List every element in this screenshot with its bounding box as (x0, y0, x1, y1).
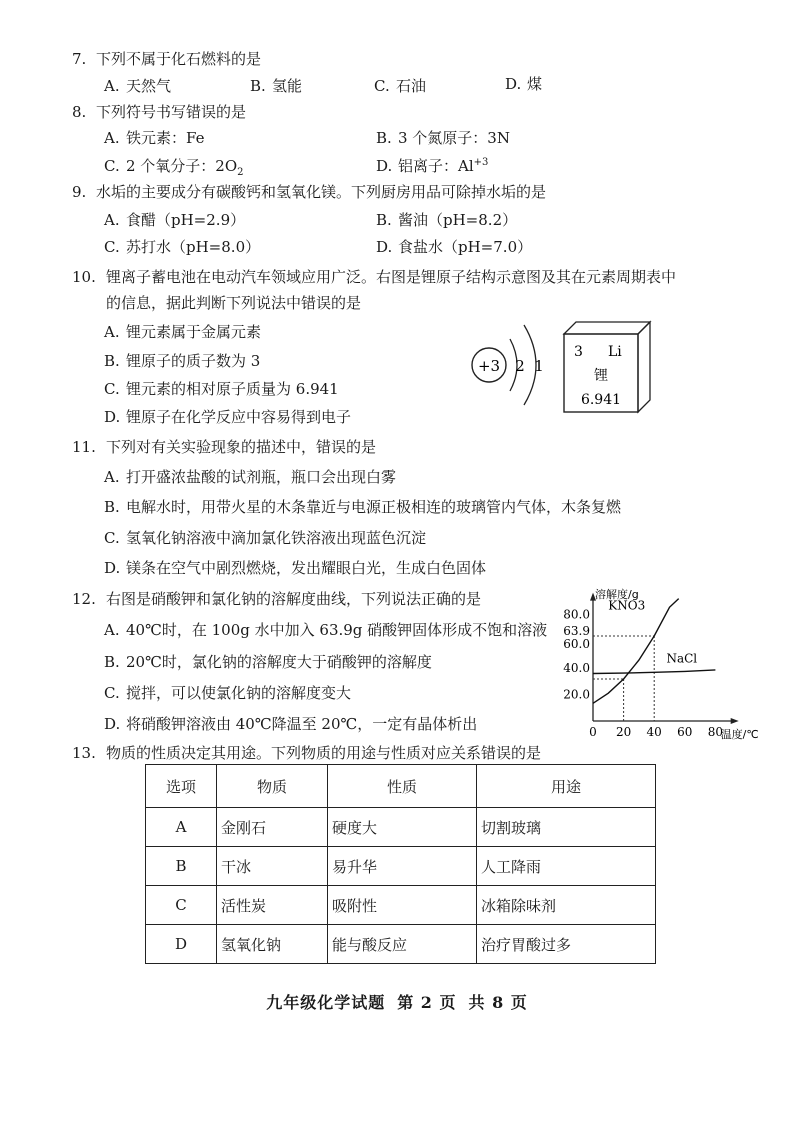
x-axis-title: 温度/℃ (720, 728, 759, 741)
q10-option-c: C. 锂元素的相对原子质量为 6.941 (104, 380, 339, 398)
y-tick-label: 80.0 (563, 607, 590, 622)
header-option: 选项 (146, 765, 217, 808)
question-13-stem: 13. 物质的性质决定其用途。下列物质的用途与性质对应关系错误的是 (72, 744, 542, 762)
page-footer (0, 990, 794, 1013)
cell-side-face (638, 322, 650, 412)
y-tick-label: 60.0 (563, 637, 590, 652)
table-row: D 氢氧化钠 能与酸反应 治疗胃酸过多 (146, 925, 656, 964)
q12-option-c: C. 搅拌，可以使氯化钠的溶解度变大 (104, 684, 352, 702)
atomic-number: 3 (574, 344, 583, 360)
q9-option-b: B. 酱油（pH=8.2） (376, 211, 518, 229)
q11-option-c: C. 氢氧化钠溶液中滴加氯化铁溶液出现蓝色沉淀 (104, 529, 427, 547)
x-axis-arrow (731, 718, 739, 724)
q9-option-a: A. 食醋（pH=2.9） (104, 211, 246, 229)
header-use: 用途 (477, 765, 656, 808)
nucleus-charge: +3 (477, 357, 501, 375)
q8-option-b: B. 3 个氮原子：3N (376, 129, 510, 147)
q7-option-a: A. 天然气 (104, 77, 172, 95)
element-symbol: Li (608, 344, 622, 360)
q12-option-b: B. 20℃时，氯化钠的溶解度大于硝酸钾的溶解度 (104, 653, 432, 671)
footer-total: 共 8 页 (468, 993, 528, 1012)
x-tick-label: 20 (615, 725, 632, 739)
x-tick-label: 0 (589, 725, 597, 739)
y-axis-title: 溶解度/g (595, 588, 639, 601)
question-11-stem: 11. 下列对有关实验现象的描述中，错误的是 (72, 438, 377, 456)
cell-top-face (564, 322, 650, 334)
atomic-mass: 6.941 (580, 392, 622, 408)
q7-option-d: D. 煤 (505, 75, 543, 93)
question-7-stem: 7. 下列不属于化石燃料的是 (72, 50, 262, 68)
q7-option-c: C. 石油 (374, 77, 427, 95)
question-12-stem: 12. 右图是硝酸钾和氯化钠的溶解度曲线，下列说法正确的是 (72, 590, 482, 608)
q12-option-a: A. 40℃时，在 100g 水中加入 63.9g 硝酸钾固体形成不饱和溶液 (104, 621, 548, 639)
q11-option-a: A. 打开盛浓盐酸的试剂瓶，瓶口会出现白雾 (104, 468, 397, 486)
q11-option-b: B. 电解水时，用带火星的木条靠近与电源正极相连的玻璃管内气体，木条复燃 (104, 498, 622, 516)
solubility-curve-chart (556, 584, 768, 744)
q9-option-c: C. 苏打水（pH=8.0） (104, 238, 261, 256)
periodic-table-cell (560, 318, 656, 416)
question-9-stem: 9. 水垢的主要成分有碳酸钙和氢氧化镁。下列厨房用品可除掉水垢的是 (72, 183, 547, 201)
q11-option-d: D. 镁条在空气中剧烈燃烧，发出耀眼白光，生成白色固体 (104, 559, 487, 577)
q10-option-d: D. 锂原子在化学反应中容易得到电子 (104, 408, 352, 426)
kno3-label: KNO3 (608, 598, 646, 613)
lithium-atom-diagram (466, 316, 556, 422)
header-property: 性质 (328, 765, 477, 808)
element-name: 锂 (594, 368, 608, 384)
y-tick-label: 20.0 (563, 687, 590, 702)
x-tick-label: 40 (646, 725, 662, 739)
nacl-label: NaCl (666, 651, 698, 666)
table-row: B 干冰 易升华 人工降雨 (146, 847, 656, 886)
properties-table (145, 764, 656, 964)
q8-option-a: A. 铁元素：Fe (104, 129, 205, 147)
table-row: A 金刚石 硬度大 切割玻璃 (146, 808, 656, 847)
q10-option-b: B. 锂原子的质子数为 3 (104, 352, 261, 370)
q7-option-b: B. 氢能 (250, 77, 303, 95)
shell-1-electrons: 2 (515, 357, 525, 375)
q8-option-c: C. 2 个氧分子：$2O_2$ (104, 157, 244, 178)
table-header-row (146, 765, 656, 808)
question-8-stem: 8. 下列符号书写错误的是 (72, 103, 247, 121)
nacl-curve (593, 670, 715, 674)
footer-title: 九年级化学试题 (266, 993, 386, 1012)
footer-page: 第 2 页 (397, 993, 457, 1012)
question-10-stem-line2: 的信息，据此判断下列说法中错误的是 (106, 294, 362, 312)
y-tick-label: 40.0 (563, 660, 590, 675)
shell-2-electrons: 1 (534, 357, 544, 375)
x-tick-label: 60 (677, 725, 693, 739)
table-row: C 活性炭 吸附性 冰箱除味剂 (146, 886, 656, 925)
x-tick-label: 80 (707, 725, 724, 739)
q8-option-d: D. 铝离子：$Al^{+3}$ (376, 157, 489, 175)
header-substance: 物质 (217, 765, 328, 808)
q10-option-a: A. 锂元素属于金属元素 (104, 323, 262, 341)
q9-option-d: D. 食盐水（pH=7.0） (376, 238, 533, 256)
q12-option-d: D. 将硝酸钾溶液由 40℃降温至 20℃，一定有晶体析出 (104, 715, 478, 733)
y-tick-label: 63.9 (563, 624, 590, 639)
question-10-stem: 10. 锂离子蓄电池在电动汽车领域应用广泛。右图是锂原子结构示意图及其在元素周期表中 (72, 268, 677, 286)
